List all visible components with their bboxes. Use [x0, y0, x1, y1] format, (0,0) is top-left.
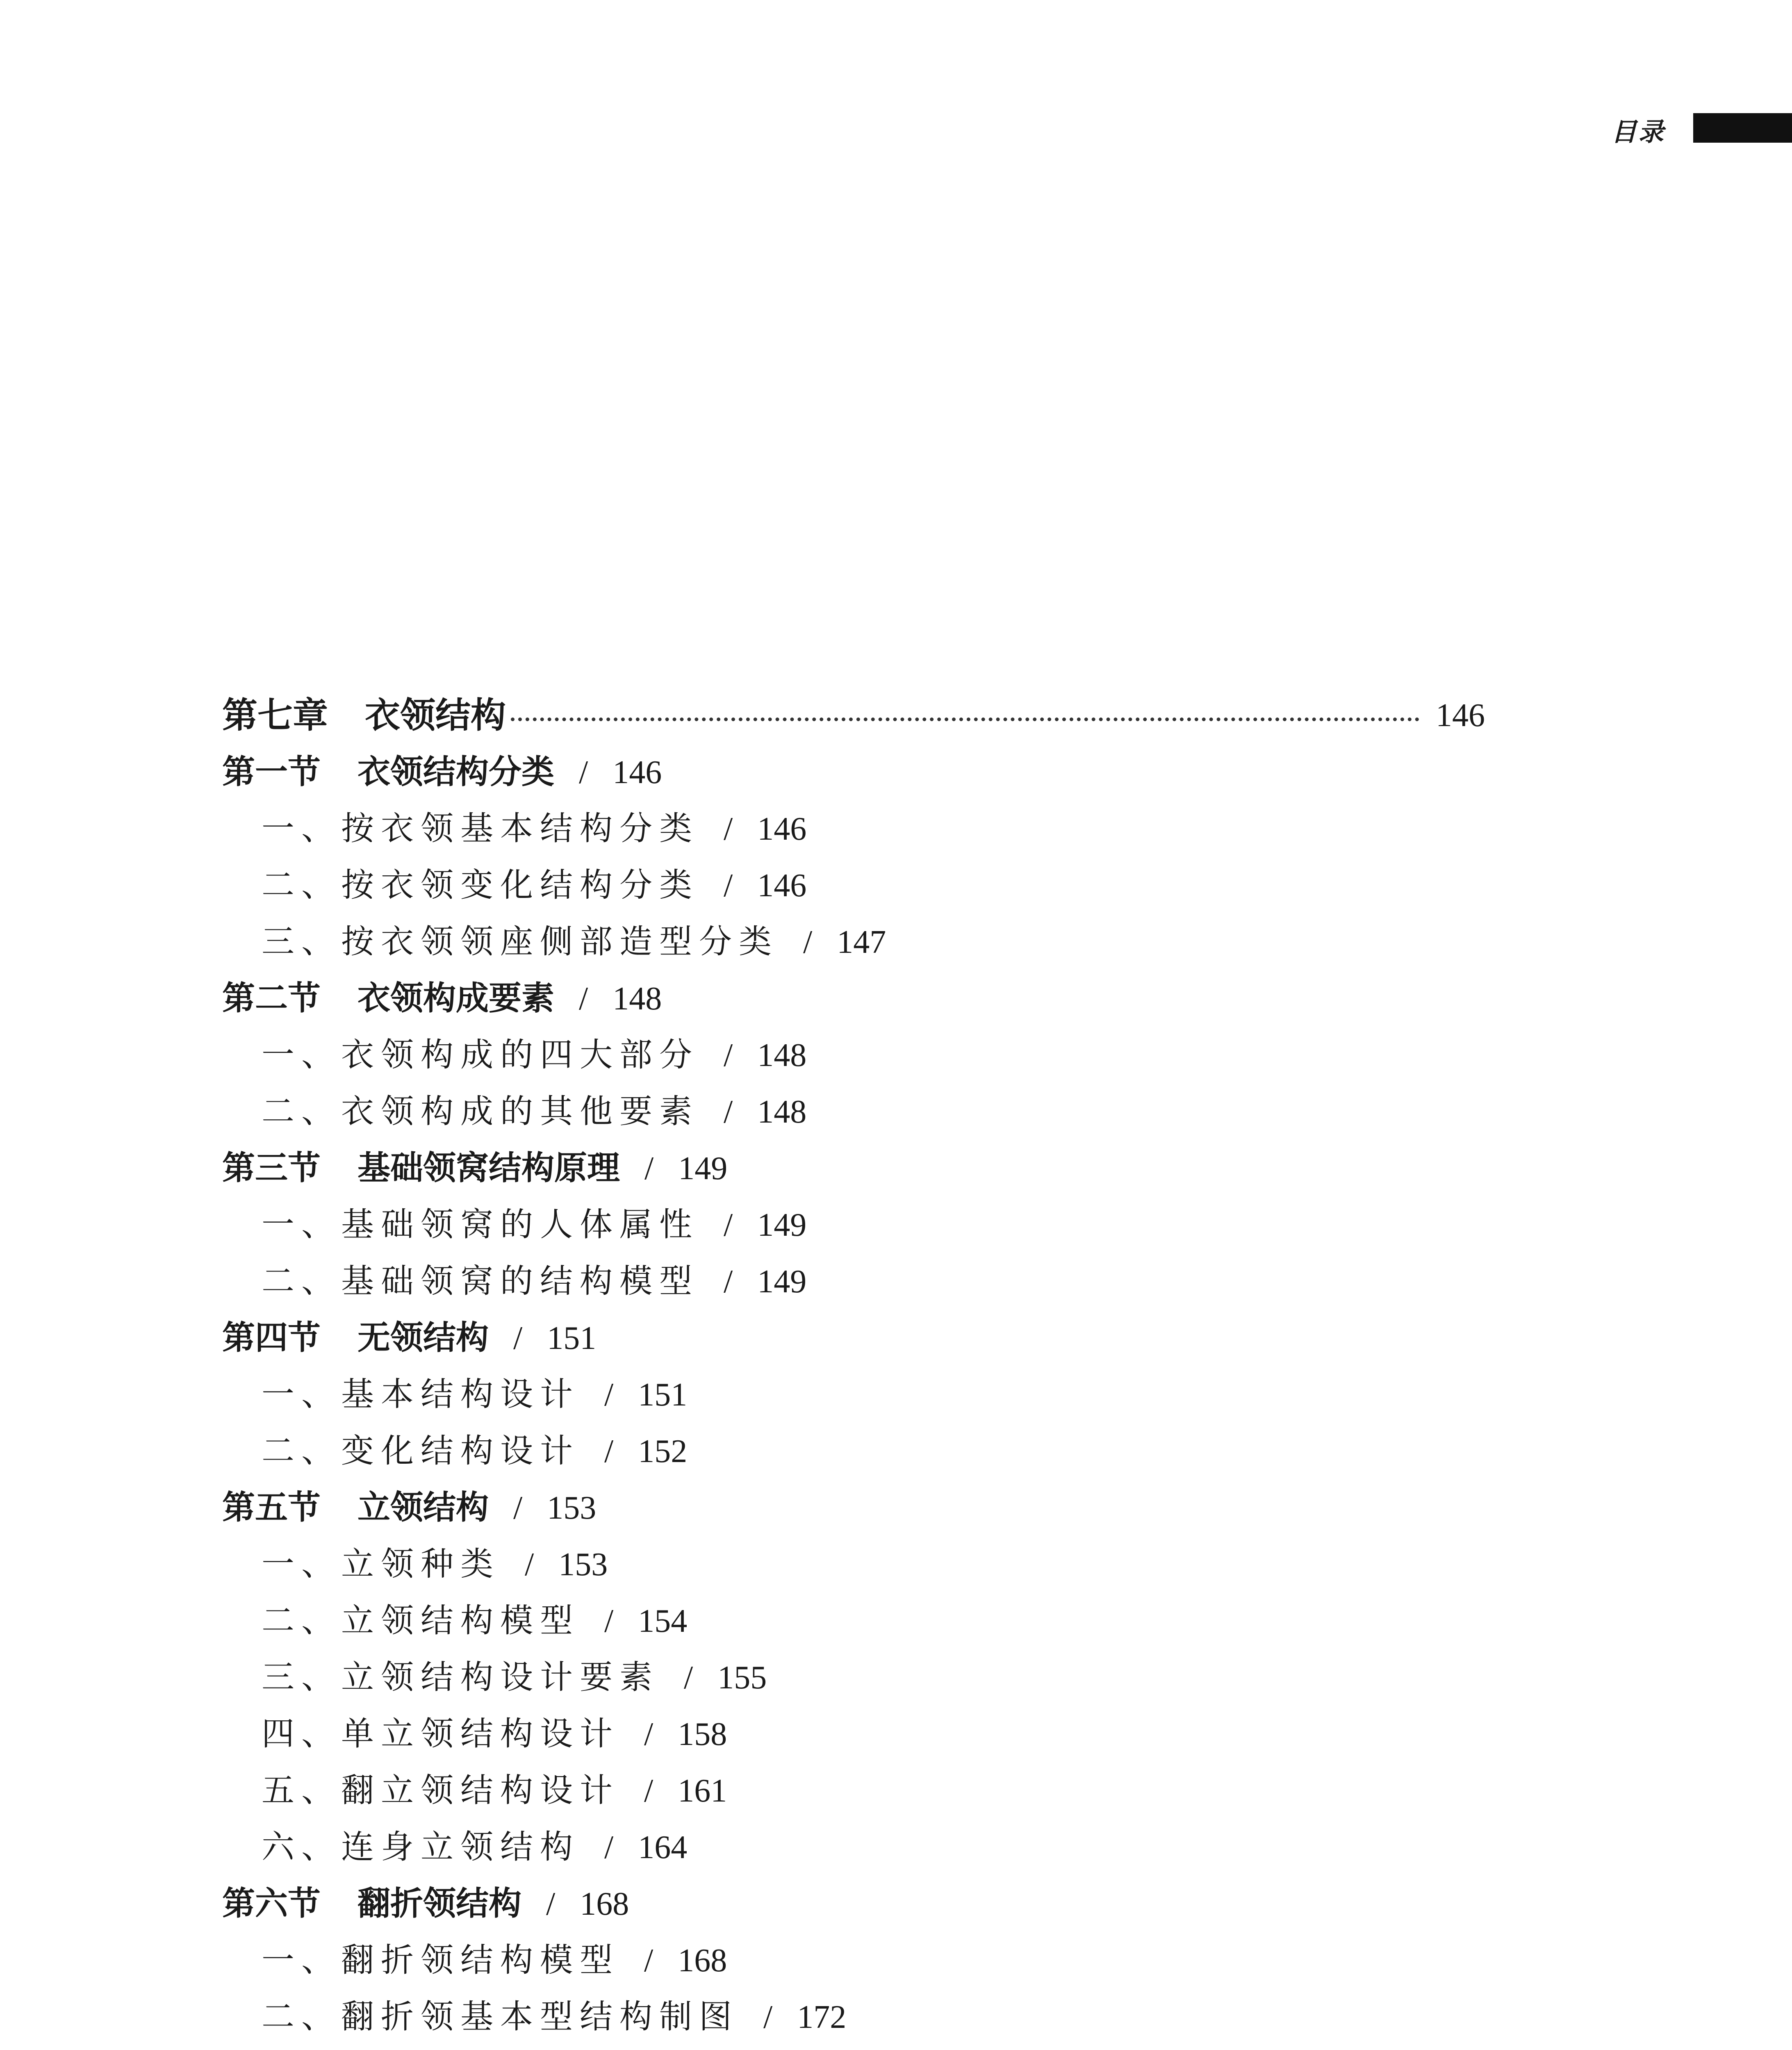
- page-separator: /: [644, 1150, 654, 1187]
- toc-subsection-entry[interactable]: [262, 1032, 806, 1077]
- chapter-number: 第七章: [222, 695, 328, 736]
- subsection-title: 二、变化结构设计: [262, 1432, 580, 1470]
- toc-chapter-entry[interactable]: [222, 693, 1485, 738]
- subsection-title: 二、衣领构成的其他要素: [262, 1092, 699, 1130]
- subsection-page: 152: [638, 1433, 688, 1469]
- section-number: 第四节: [222, 1319, 321, 1357]
- page-separator: /: [579, 754, 588, 790]
- toc-subsection-entry[interactable]: [262, 1428, 687, 1474]
- subsection-title: 六、连身立领结构: [262, 1828, 580, 1866]
- subsection-title: 一、按衣领基本结构分类: [262, 809, 699, 847]
- toc-subsection-entry[interactable]: [262, 1202, 806, 1247]
- subsection-page: 161: [678, 1773, 727, 1809]
- toc-subsection-entry[interactable]: [262, 1824, 687, 1870]
- section-number: 第二节: [222, 979, 321, 1017]
- section-title: 基础领窝结构原理: [357, 1149, 620, 1187]
- section-number: 第三节: [222, 1149, 321, 1187]
- subsection-title: 三、按衣领领座侧部造型分类: [262, 922, 779, 961]
- subsection-page: 154: [638, 1603, 688, 1639]
- toc-subsection-entry[interactable]: [262, 1768, 727, 1813]
- subsection-page: 155: [717, 1660, 767, 1696]
- section-number: 第五节: [222, 1488, 321, 1526]
- page-separator: /: [644, 1716, 653, 1752]
- section-number: 第六节: [222, 1884, 321, 1922]
- section-page: 146: [613, 754, 662, 790]
- toc-section-entry[interactable]: [222, 1881, 629, 1926]
- subsection-title: 一、翻折领结构模型: [262, 1941, 619, 1979]
- toc-subsection-entry[interactable]: [262, 1542, 608, 1587]
- toc-subsection-entry[interactable]: [262, 1711, 727, 1756]
- section-title: 衣领构成要素: [357, 979, 554, 1017]
- subsection-title: 一、立领种类: [262, 1545, 500, 1583]
- toc-section-entry[interactable]: [222, 976, 662, 1021]
- toc-section-entry[interactable]: [222, 1146, 727, 1191]
- toc-subsection-entry[interactable]: [262, 1598, 687, 1643]
- toc-section-entry[interactable]: [222, 749, 662, 795]
- section-title: 衣领结构分类: [357, 753, 554, 791]
- toc-subsection-entry[interactable]: [262, 1089, 806, 1134]
- page-separator: /: [604, 1603, 614, 1639]
- page-separator: /: [579, 981, 588, 1017]
- dot-leader: [511, 718, 1419, 721]
- page-separator: /: [525, 1547, 534, 1583]
- section-number: 第一节: [222, 753, 321, 791]
- subsection-page: 147: [837, 924, 886, 960]
- subsection-title: 二、立领结构模型: [262, 1601, 580, 1640]
- chapter-page: 146: [1436, 697, 1485, 733]
- subsection-page: 149: [757, 1207, 807, 1243]
- section-page: 148: [613, 981, 662, 1017]
- toc-subsection-entry[interactable]: [262, 1372, 687, 1417]
- page-separator: /: [724, 1207, 733, 1243]
- toc-subsection-entry[interactable]: [262, 919, 886, 964]
- section-page: 153: [547, 1490, 597, 1526]
- page-separator: /: [546, 1886, 556, 1922]
- subsection-title: 三、立领结构设计要素: [262, 1658, 659, 1696]
- subsection-title: 一、基本结构设计: [262, 1375, 580, 1413]
- page-separator: /: [763, 1999, 773, 2035]
- page-separator: /: [644, 1773, 653, 1809]
- subsection-title: 二、基础领窝的结构模型: [262, 1262, 699, 1300]
- page-separator: /: [724, 868, 733, 904]
- page-separator: /: [803, 924, 813, 960]
- toc-section-entry[interactable]: [222, 1315, 596, 1360]
- subsection-title: 二、翻折领基本型结构制图: [262, 1998, 739, 2036]
- subsection-page: 164: [638, 1829, 688, 1866]
- subsection-title: 二、按衣领变化结构分类: [262, 866, 699, 904]
- page-separator: /: [684, 1660, 693, 1696]
- page-separator: /: [724, 1094, 733, 1130]
- toc-subsection-entry[interactable]: [262, 863, 806, 908]
- section-title: 翻折领结构: [357, 1884, 521, 1922]
- section-page: 168: [580, 1886, 629, 1922]
- subsection-page: 149: [757, 1264, 807, 1300]
- toc-subsection-entry[interactable]: [262, 806, 806, 851]
- page-separator: /: [604, 1829, 614, 1866]
- subsection-page: 148: [757, 1094, 807, 1130]
- toc-subsection-entry[interactable]: [262, 1259, 806, 1304]
- toc-section-entry[interactable]: [222, 1485, 596, 1530]
- section-title: 立领结构: [357, 1488, 489, 1526]
- running-header-label: 目录: [1611, 117, 1666, 147]
- page-separator: /: [644, 1943, 653, 1979]
- toc-subsection-entry[interactable]: [262, 1655, 767, 1700]
- page-separator: /: [604, 1377, 614, 1413]
- chapter-title: 衣领结构: [365, 695, 506, 736]
- subsection-title: 五、翻立领结构设计: [262, 1771, 619, 1809]
- section-page: 151: [547, 1320, 597, 1356]
- subsection-page: 151: [638, 1377, 688, 1413]
- subsection-title: 一、衣领构成的四大部分: [262, 1036, 699, 1074]
- subsection-page: 146: [757, 811, 807, 847]
- section-title: 无领结构: [357, 1319, 489, 1357]
- page-separator: /: [724, 1264, 733, 1300]
- running-header-bar: [1693, 113, 1792, 143]
- subsection-title: 四、单立领结构设计: [262, 1715, 619, 1753]
- subsection-page: 158: [678, 1716, 727, 1752]
- page-separator: /: [513, 1490, 523, 1526]
- subsection-page: 172: [797, 1999, 847, 2035]
- page-separator: /: [724, 811, 733, 847]
- page-separator: /: [724, 1037, 733, 1073]
- subsection-page: 168: [678, 1943, 727, 1979]
- toc-subsection-entry[interactable]: [262, 1938, 727, 1983]
- subsection-page: 148: [757, 1037, 807, 1073]
- subsection-page: 153: [558, 1547, 608, 1583]
- section-page: 149: [678, 1150, 728, 1187]
- page-separator: /: [604, 1433, 614, 1469]
- toc-subsection-entry[interactable]: [262, 1994, 846, 2039]
- page-separator: /: [513, 1320, 523, 1356]
- subsection-page: 146: [757, 868, 807, 904]
- subsection-title: 一、基础领窝的人体属性: [262, 1205, 699, 1244]
